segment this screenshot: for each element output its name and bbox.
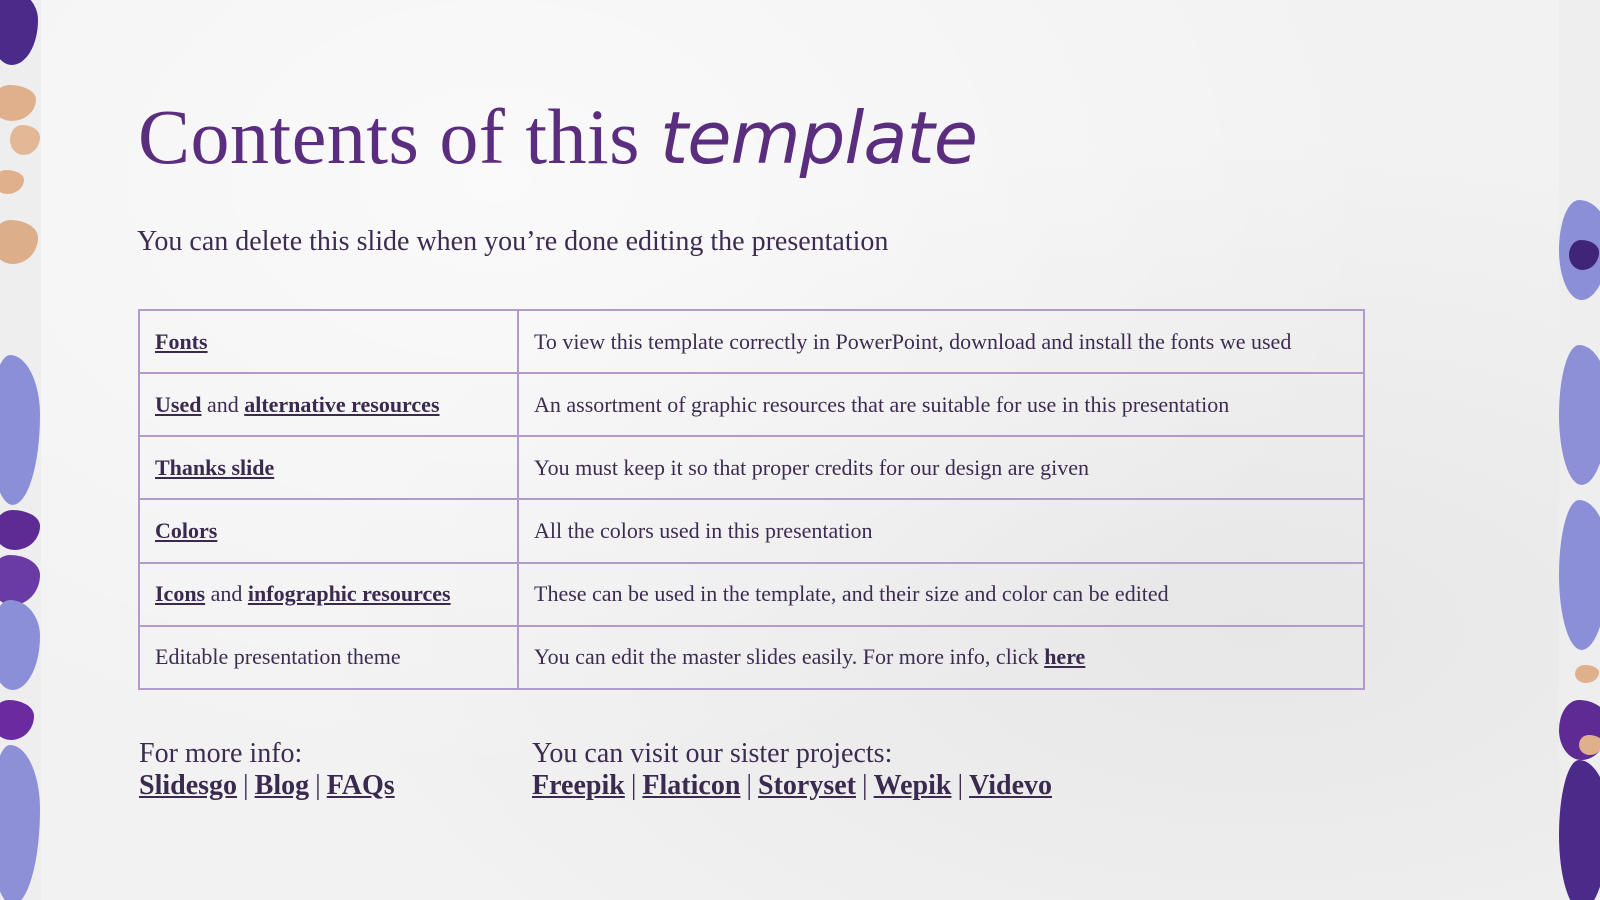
- row-description: All the colors used in this presentation: [534, 518, 873, 544]
- sister-projects-links: Freepik | Flaticon | Storyset | Wepik | Videvo: [532, 770, 1053, 801]
- storyset-link[interactable]: Storyset: [758, 770, 857, 801]
- sister-projects-block: [532, 738, 1052, 802]
- row-description: You must keep it so that proper credits for our design are given: [534, 454, 1089, 480]
- row-description-cell: [518, 436, 1364, 499]
- table-row: [139, 373, 1364, 436]
- page-title: [138, 92, 977, 182]
- row-topic-cell: [139, 626, 518, 689]
- topic-link[interactable]: Icons: [155, 581, 206, 607]
- left-paint-edge: [0, 0, 41, 900]
- title-script-word: template: [660, 96, 978, 180]
- row-description-cell: [518, 626, 1364, 689]
- row-topic-cell: [139, 373, 518, 436]
- row-topic-cell: [139, 499, 518, 562]
- contents-table: [138, 309, 1365, 690]
- freepik-link[interactable]: Freepik: [532, 770, 625, 801]
- topic-text: and: [205, 581, 248, 607]
- table-row: [139, 436, 1364, 499]
- wepik-link[interactable]: Wepik: [873, 770, 952, 801]
- videvo-link[interactable]: Videvo: [969, 770, 1053, 801]
- here-link[interactable]: here: [1044, 644, 1086, 670]
- row-topic-cell: [139, 436, 518, 499]
- topic-text: Editable presentation theme: [155, 644, 401, 670]
- row-description-cell: [518, 373, 1364, 436]
- topic-link[interactable]: Fonts: [155, 328, 208, 354]
- right-paint-edge: [1559, 0, 1600, 900]
- slidesgo-link[interactable]: Slidesgo: [139, 770, 238, 801]
- topic-link[interactable]: Used: [155, 391, 202, 417]
- row-description-cell: [518, 310, 1364, 373]
- row-description: An assortment of graphic resources that are suitable for use in this presentation: [534, 391, 1230, 417]
- row-description-cell: [518, 563, 1364, 626]
- table-row: [139, 626, 1364, 689]
- topic-link[interactable]: alternative resources: [244, 391, 440, 417]
- row-description: To view this template correctly in PowerPoint, download and install the fonts we used: [534, 328, 1292, 354]
- more-info-links: Slidesgo | Blog | FAQs: [139, 770, 395, 801]
- row-description: These can be used in the template, and their size and color can be edited: [534, 581, 1169, 607]
- topic-link[interactable]: infographic resources: [247, 581, 451, 607]
- page-subtitle: You can delete this slide when you’re done editing the presentation: [137, 226, 889, 257]
- more-info-block: [139, 738, 395, 802]
- row-topic-cell: [139, 310, 518, 373]
- sister-projects-label: You can visit our sister projects:: [532, 738, 893, 769]
- row-description-cell: [518, 499, 1364, 562]
- faqs-link[interactable]: FAQs: [326, 770, 395, 801]
- table-row: [139, 499, 1364, 562]
- title-main: Contents of this: [138, 93, 641, 180]
- topic-link[interactable]: Thanks slide: [155, 454, 275, 480]
- topic-text: and: [201, 391, 245, 417]
- flaticon-link[interactable]: Flaticon: [642, 770, 741, 801]
- table-row: [139, 310, 1364, 373]
- topic-link[interactable]: Colors: [155, 518, 218, 544]
- table-row: [139, 563, 1364, 626]
- more-info-label: For more info:: [139, 738, 303, 769]
- row-topic-cell: [139, 563, 518, 626]
- blog-link[interactable]: Blog: [254, 770, 310, 801]
- row-description: You can edit the master slides easily. For more info, click: [534, 644, 1045, 670]
